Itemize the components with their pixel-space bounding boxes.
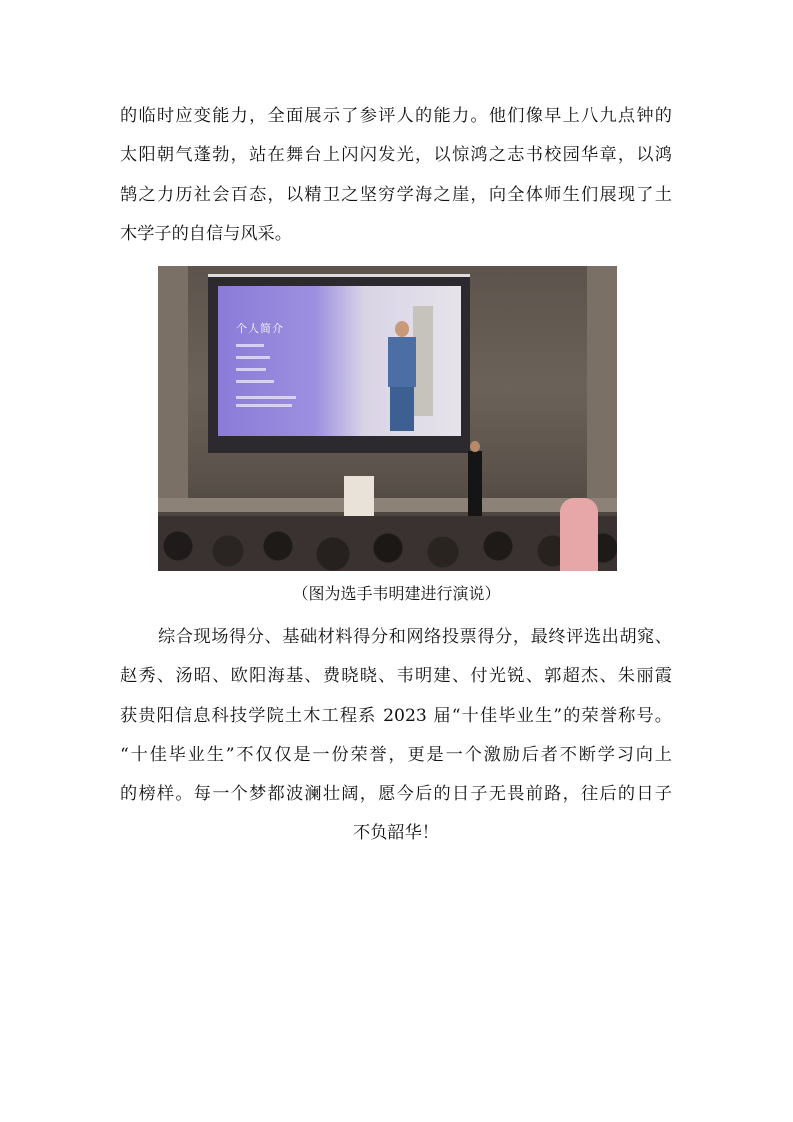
text-line: 的榜样。每一个梦都波澜壮阔，愿今后的日子无畏前路，往后的日子: [120, 784, 672, 804]
text-line: 太阳朝气蓬勃，站在舞台上闪闪发光，以惊鸿之志书校园华章，以鸿: [120, 145, 672, 165]
event-photo: [158, 266, 617, 571]
wall-panel: [158, 266, 188, 506]
text-line: 木学子的自信与风采。: [120, 224, 292, 244]
audience: [158, 516, 617, 571]
text-line: 综合现场得分、基础材料得分和网络投票得分，最终评选出胡窕、: [158, 627, 672, 647]
photographer-figure: [560, 498, 598, 571]
host-figure: [344, 476, 374, 521]
slide-title: 个人简介: [236, 322, 284, 335]
photo-caption: （图为选手韦明建进行演说）: [292, 584, 501, 603]
text-line: 的临时应变能力，全面展示了参评人的能力。他们像早上八九点钟的: [120, 106, 672, 126]
slide-photo-figure: [386, 321, 418, 431]
text-line: 不负韶华！: [353, 823, 439, 843]
stage-edge: [158, 498, 617, 512]
text-line: 鹄之力历社会百态，以精卫之坚穷学海之崖，向全体师生们展现了土: [120, 185, 672, 205]
text-line: “十佳毕业生”不仅仅是一份荣誉，更是一个激励后者不断学习向上: [120, 745, 672, 765]
text-line: 获贵阳信息科技学院土木工程系 2023 届“十佳毕业生”的荣誉称号。: [120, 706, 672, 726]
text-line: 赵秀、汤昭、欧阳海基、费晓晓、韦明建、付光锐、郭超杰、朱丽霞: [120, 666, 672, 686]
wall-panel: [587, 266, 617, 506]
